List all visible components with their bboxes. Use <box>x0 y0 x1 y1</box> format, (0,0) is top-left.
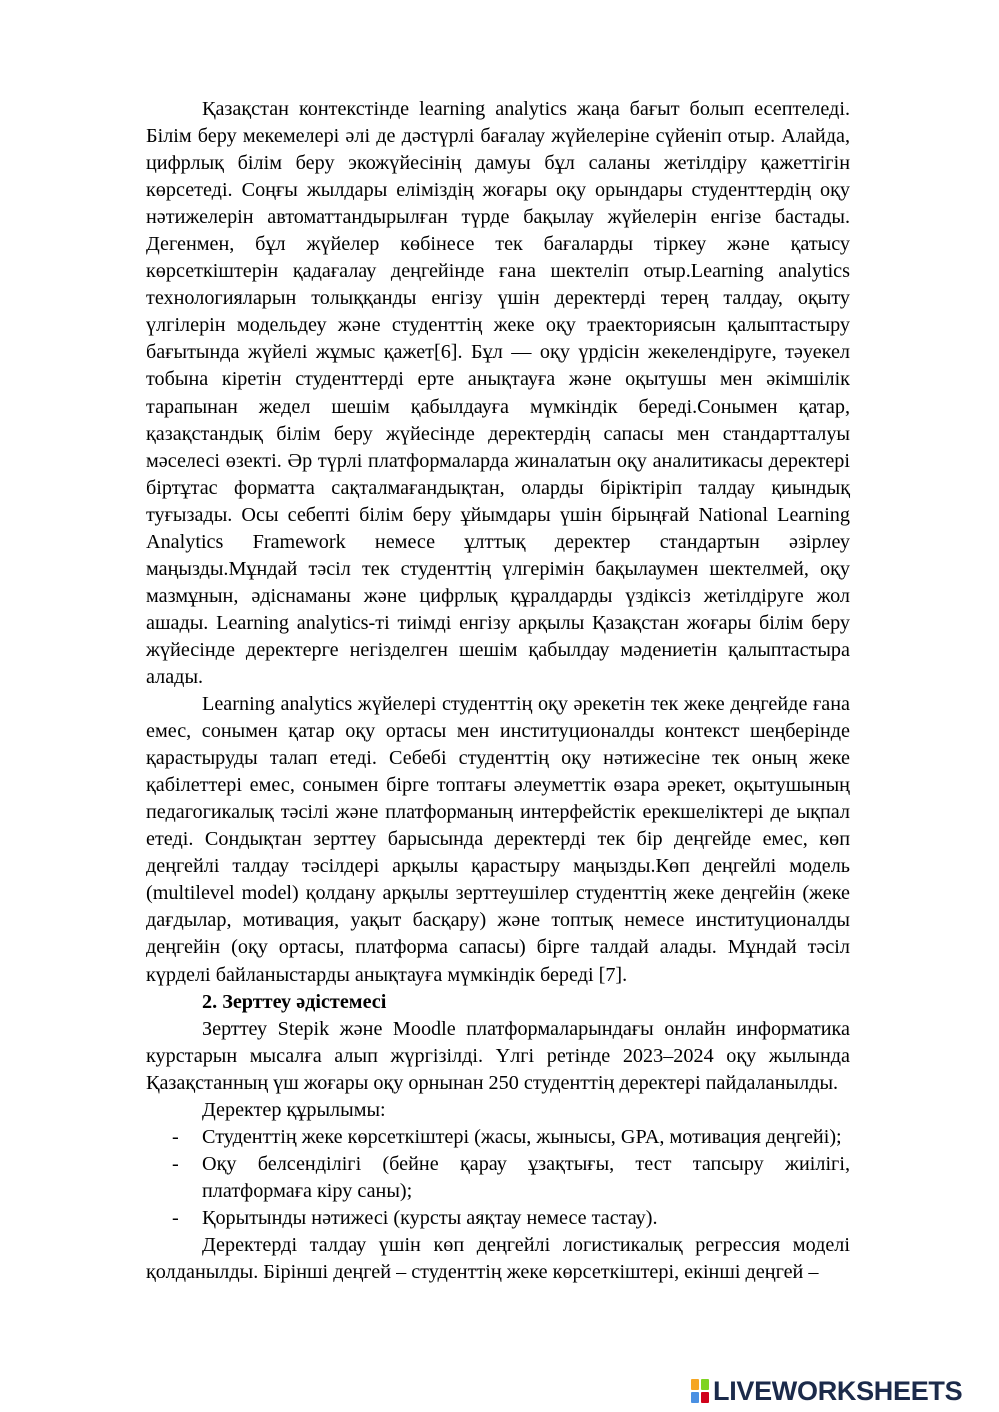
paragraph-kazakhstan-context: Қазақстан контекстінде learning analytics жаңа бағыт болып есептеледі. Білім беру мекемелері әлі де дәстүрлі бағалау жүйелеріне сүйеніп отыр. Алайда, цифрлық білім беру экожүйесінің дамуы бұл саланы жетілдіру қажеттігін көрсетеді. Соңғы жылдары еліміздің жоғары оқу орындары студенттердің оқу нәтижелерін автоматтандырылған түрде бақылау жүйелерін енгізе бастады. Дегенмен, бұл жүйелер көбінесе тек бағаларды тіркеу және қатысу көрсеткіштерін қадағалау деңгейінде ғана шектеліп отыр.Learning analytics технологияларын толыққанды енгізу үшін деректерді терең талдау, оқыту үлгілерін модельдеу және студенттің жеке оқу траекториясын қалыптастыру бағытында жүйелі жұмыс қажет[6]. Бұл — оқу үрдісін жекелендіруге, тәуекел тобына кіретін студенттерді ерте анықтауға және оқытушы мен әкімшілік тарапынан жедел шешім қабылдауға мүмкіндік береді.Сонымен қатар, қазақстандық білім беру жүйесінде деректердің сапасы мен стандарттaлуы мәселесі өзекті. Әр түрлі платформаларда жиналатын оқу аналитикасы деректері біртұтас форматта сақталмағандықтан, оларды біріктіріп талдау қиындық туғызады. Осы себепті білім беру ұйымдары үшін бірыңғай National Learning Analytics Framework немесе ұлттық деректер стандартын әзірлеу маңызды.Мұндай тәсіл тек студенттің үлгерімін бақылаумен шектелмей, оқу мазмұнын, әдіснаманы және цифрлық құралдарды үздіксіз жетілдіруге жол ашады. Learning analytics-ті тиімді енгізу арқылы Қазақстан жоғары білім беру жүйесінде деректерге негізделген шешім қабылдау мәдениетін қалыптастыра алады. <box>146 98 850 688</box>
paragraph-research-platforms: Зерттеу Stepik және Moodle платформаларындағы онлайн информатика курстарын мысалға алып жүргізілді. Үлгі ретінде 2023–2024 оқу жылында Қазақстанның үш жоғары оқу орнынан 250 студенттің деректері пайдаланылды. <box>146 1017 850 1094</box>
logo-square-red <box>701 1392 709 1403</box>
paragraph-data-structure-label: Деректер құрылымы: <box>202 1098 386 1121</box>
logo-square-green <box>701 1379 709 1390</box>
list-item <box>146 1205 850 1232</box>
list-item-text: Студенттің жеке көрсеткіштері (жасы, жынысы, GPA, мотивация деңгейі); <box>202 1125 842 1148</box>
list-dash-marker: - <box>172 1125 179 1148</box>
section-heading-research-methodology: 2. Зерттеу әдістемесі <box>202 990 387 1013</box>
list-dash-marker: - <box>172 1206 179 1229</box>
logo-square-orange <box>691 1379 699 1390</box>
liveworksheets-logo-text: LIVEWORKSHEETS <box>713 1376 963 1406</box>
paragraph-data-analysis: Деректерді талдау үшін көп деңгейлі логистикалық регрессия моделі қолданылды. Бірінші деңгей – студенттің жеке көрсеткіштері, екінші деңгей – <box>146 1233 850 1284</box>
logo-square-blue <box>691 1392 699 1403</box>
list-item <box>146 1124 850 1151</box>
data-structure-list <box>146 1124 850 1232</box>
list-item <box>146 1151 850 1205</box>
list-dash-marker: - <box>172 1152 179 1175</box>
liveworksheets-logo-icon <box>691 1379 709 1403</box>
list-item-text: Оқу белсенділігі (бейне қарау ұзақтығы, тест тапсыру жиілігі, платформаға кіру саны); <box>202 1152 850 1202</box>
list-item-text: Қорытынды нәтижесі (курсты аяқтау немесе тастау). <box>202 1206 658 1229</box>
document-page <box>146 96 850 1286</box>
paragraph-learning-analytics-systems: Learning analytics жүйелері студенттің оқу әрекетін тек жеке деңгейде ғана емес, сонымен қатар оқу ортасы мен институционалды контекст шеңберінде қарастыруды талап етеді. Себебі студенттің оқу нәтижесіне тек оның жеке қабілеттері емес, сонымен бірге топтағы әлеуметтік өзара әрекет, оқытушының педагогикалық тәсілі және платформаның интерфейстік ерекшеліктері де ықпал етеді. Сондықтан зерттеу барысында деректерді тек бір деңгейде емес, көп деңгейлі талдау тәсілдері арқылы қарастыру маңызды.Көп деңгейлі модель (multilevel model) қолдану арқылы зерттеушілер студенттің жеке деңгейін (жеке дағдылар, мотивация, уақыт басқару) және топтық немесе институционалды деңгейін (оқу ортасы, платформа сапасы) бірге талдай алады. Мұндай тәсіл күрделі байланыстарды анықтауға мүмкіндік береді [7]. <box>146 693 850 986</box>
liveworksheets-logo[interactable] <box>691 1376 991 1406</box>
